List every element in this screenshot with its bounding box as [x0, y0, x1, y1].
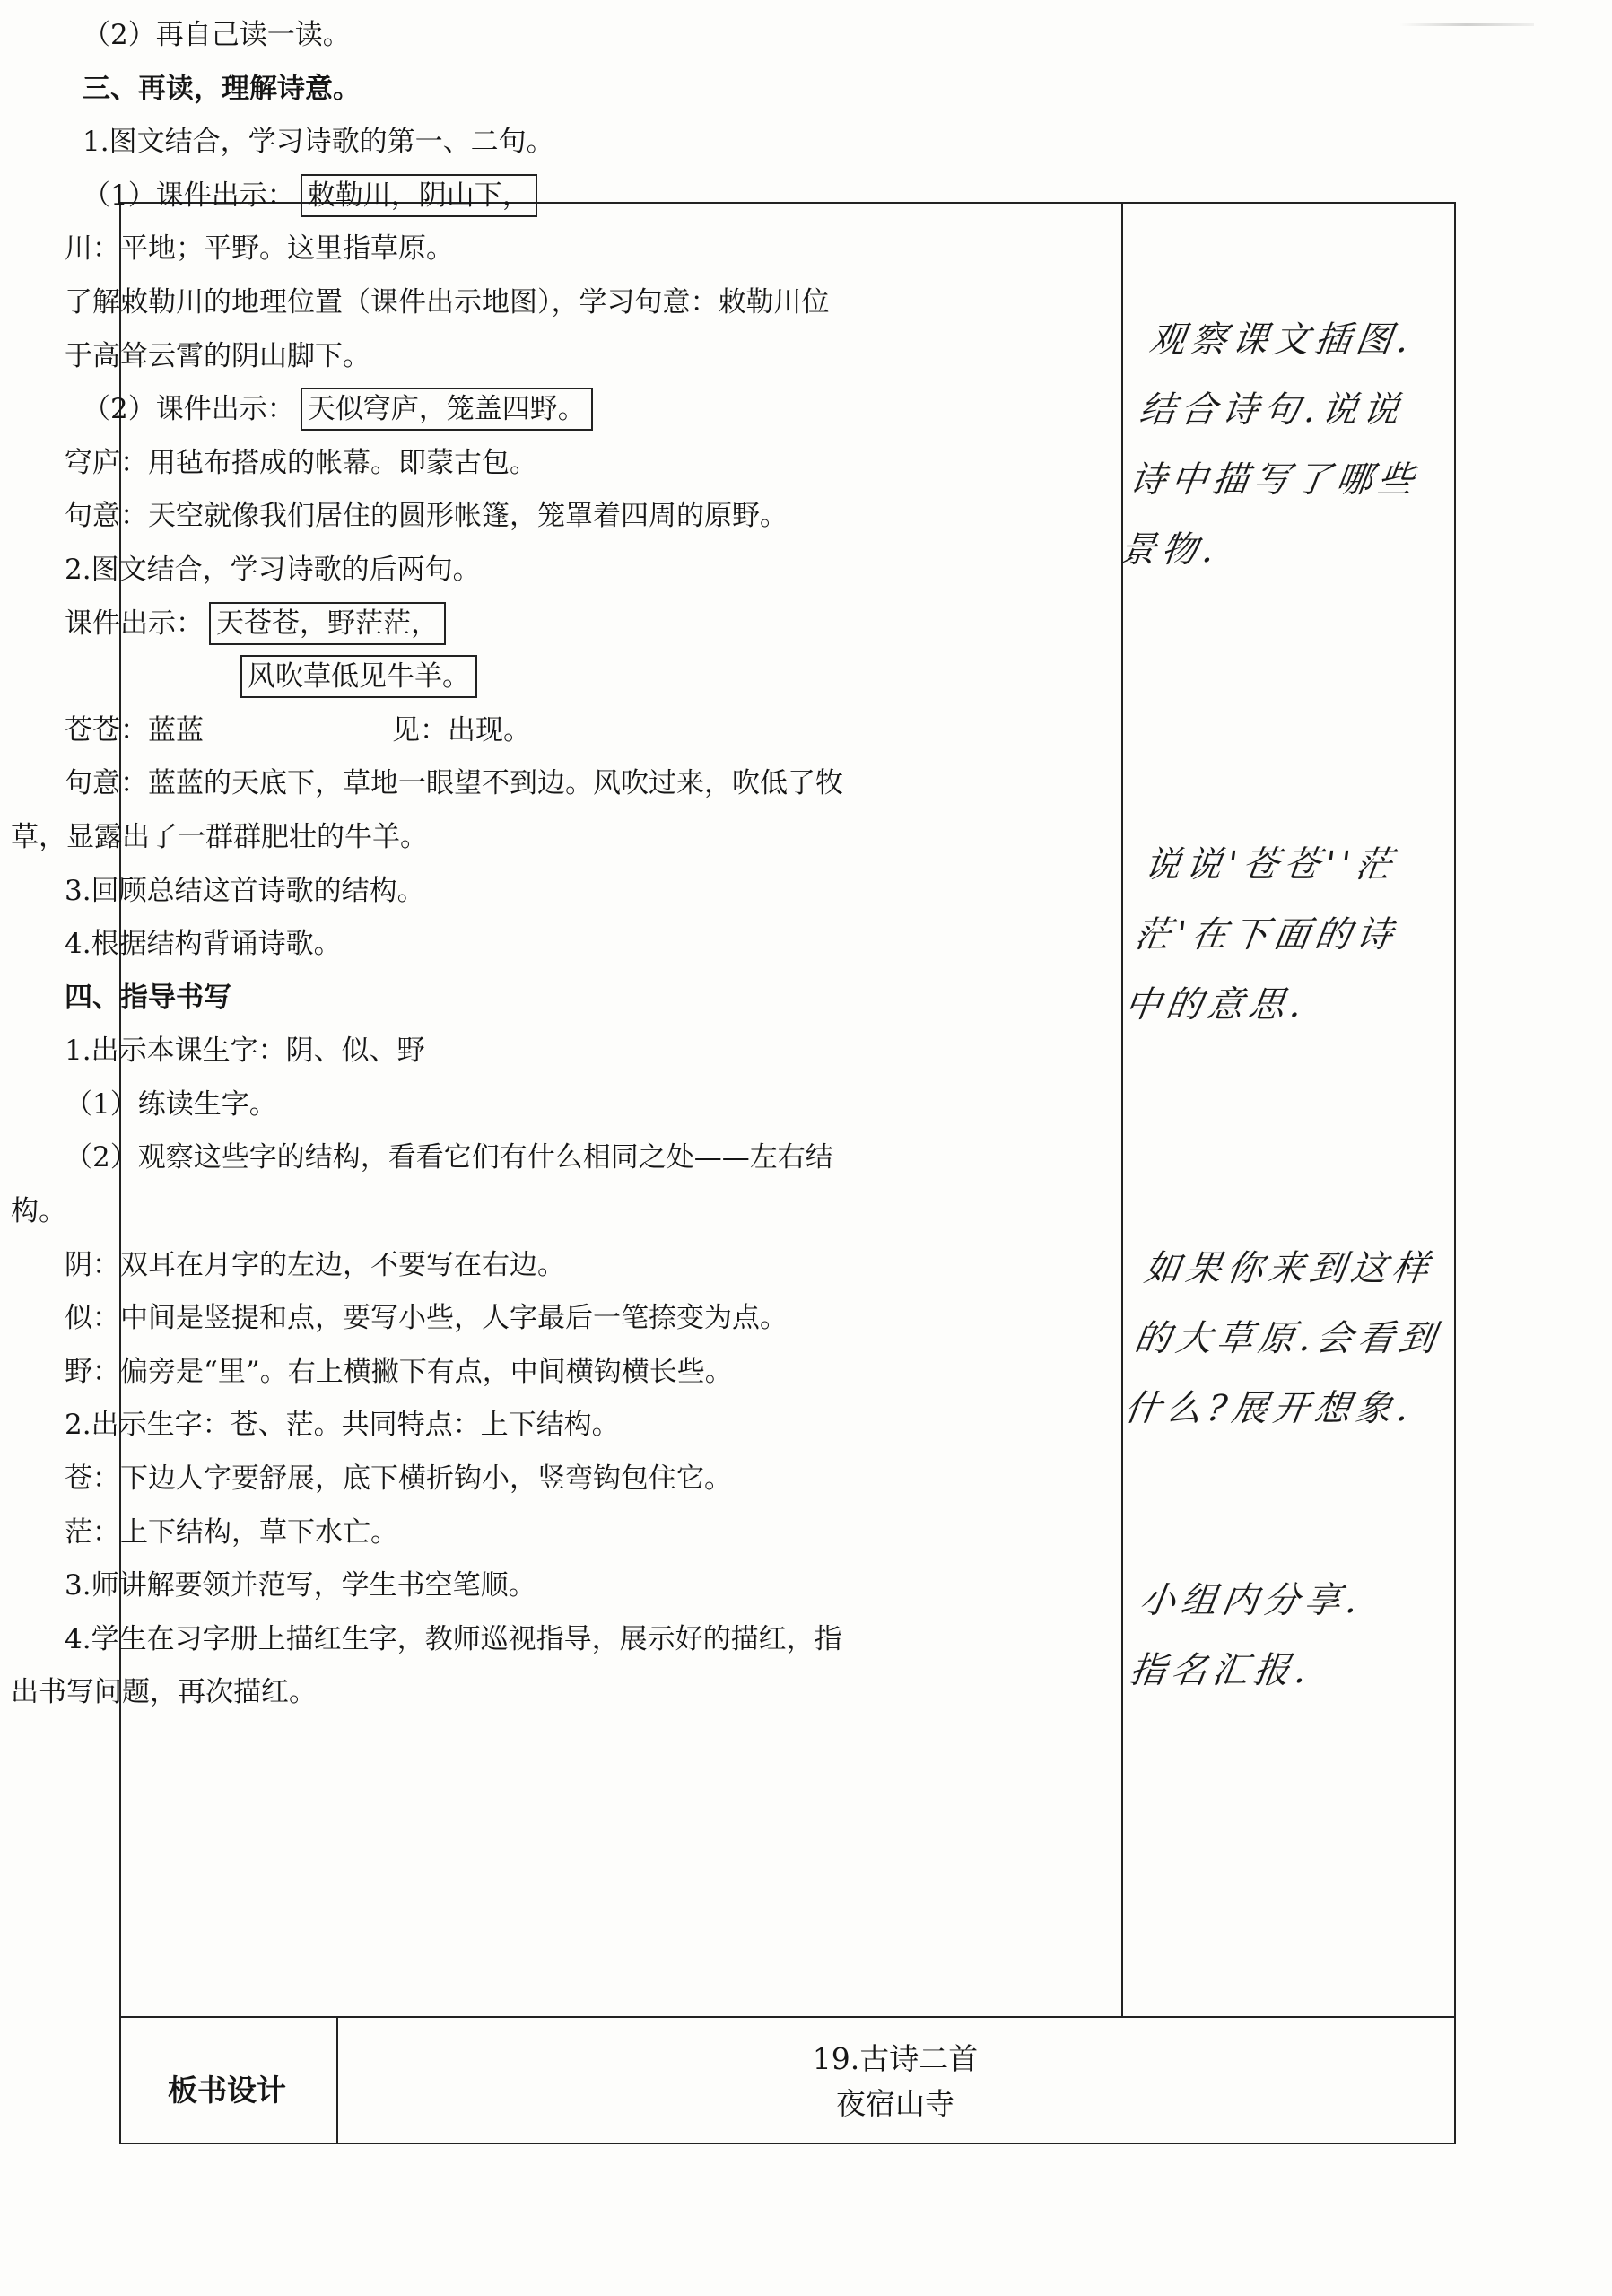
line-text: 川：平地；平野。这里指草原。 — [65, 232, 454, 266]
text-line — [11, 650, 989, 704]
text-line — [11, 437, 989, 491]
courseware-quote-box: 天似穹庐，笼盖四野。 — [301, 388, 593, 431]
text-line — [11, 1078, 989, 1132]
handwritten-note — [1115, 305, 1486, 585]
courseware-quote-box: 敕勒川，阴山下， — [301, 174, 537, 217]
text-line — [11, 1346, 989, 1400]
line-text: 句意：天空就像我们居住的圆形帐篷，笼罩着四周的原野。 — [65, 500, 788, 533]
line-text: 草，显露出了一群群肥壮的牛羊。 — [11, 820, 428, 853]
line-text: 构。 — [11, 1195, 66, 1228]
line-text: 3.师讲解要领并范写，学生书空笔顺。 — [65, 1569, 536, 1602]
handwritten-note-line: 如果你来到这样 — [1141, 1248, 1437, 1289]
line-text: 4.学生在习字册上描红生字，教师巡视指导，展示好的描红，指 — [65, 1622, 842, 1655]
board-line-title: 19.古诗二首 — [812, 2041, 979, 2076]
notes-column-divider — [1121, 204, 1123, 2016]
line-text: 苍：下边人字要舒展，底下横折钩小，竖弯钩包住它。 — [65, 1462, 732, 1496]
board-design-label: 板书设计 — [168, 2073, 286, 2108]
text-line — [11, 704, 989, 758]
section-heading — [11, 972, 989, 1026]
line-text: （2）再自己读一读。 — [83, 19, 351, 51]
text-line — [11, 383, 989, 437]
handwritten-note — [1125, 1566, 1477, 1706]
text-line — [11, 1613, 989, 1667]
text-line — [11, 1666, 989, 1720]
line-text: （2）观察这些字的结构，看看它们有什么相同之处——左右结 — [65, 1141, 833, 1174]
courseware-quote-box: 天苍苍，野茫茫， — [209, 602, 446, 645]
text-line — [11, 276, 989, 330]
handwritten-note — [1120, 830, 1482, 1040]
text-line — [11, 1185, 989, 1239]
text-line — [11, 1292, 989, 1346]
text-line — [11, 9, 989, 63]
line-text: （2）课件出示： — [83, 393, 295, 426]
teaching-process-text — [11, 9, 989, 1720]
line-text: 4.根据结构背诵诗歌。 — [65, 928, 342, 961]
text-line — [11, 811, 989, 865]
handwritten-note-line: 茫'在下面的诗 — [1131, 914, 1401, 956]
handwritten-note-line: 什么?展开想象. — [1121, 1388, 1417, 1429]
line-text: 野：偏旁是“里”。右上横撇下有点，中间横钩横长些。 — [65, 1355, 733, 1388]
line-text: （1）课件出示： — [83, 179, 295, 212]
text-line — [11, 1025, 989, 1078]
handwritten-note-line: 的大草原.会看到 — [1131, 1318, 1443, 1359]
text-line — [11, 490, 989, 544]
handwritten-note-line: 中的意思. — [1121, 984, 1310, 1026]
text-line — [11, 1559, 989, 1613]
line-text: 1.图文结合，学习诗歌的第一、二句。 — [83, 126, 554, 159]
line-text: 2.图文结合，学习诗歌的后两句。 — [65, 553, 481, 586]
text-line — [11, 1399, 989, 1453]
text-line — [11, 1506, 989, 1560]
text-line — [11, 330, 989, 384]
text-line — [11, 865, 989, 919]
line-text: 似：中间是竖提和点，要写小些，人字最后一笔捺变为点。 — [65, 1302, 788, 1335]
line-text: 于高耸云霄的阴山脚下。 — [65, 339, 370, 372]
handwritten-note-line: 指名汇报. — [1127, 1650, 1315, 1691]
text-line — [11, 116, 989, 170]
line-text: 穹庐：用毡布搭成的帐幕。即蒙古包。 — [65, 446, 537, 479]
scan-artifact — [1399, 23, 1534, 26]
handwritten-note-line: 小组内分享. — [1137, 1580, 1366, 1621]
handwritten-note-line: 观察课文插图. — [1146, 319, 1417, 361]
text-line — [11, 1131, 989, 1185]
line-text-extra: 见：出现。 — [392, 713, 531, 746]
handwritten-note-line: 诗中描写了哪些 — [1127, 459, 1422, 501]
handwritten-note — [1120, 1234, 1482, 1444]
handwritten-note-line: 景物. — [1117, 529, 1223, 571]
handwritten-note-line: 说说'苍苍''茫 — [1141, 844, 1400, 886]
line-text: 苍苍：蓝蓝 — [65, 713, 204, 746]
text-line — [11, 1453, 989, 1506]
handwritten-note-line: 结合诗句.说说 — [1137, 389, 1407, 431]
text-line — [11, 757, 989, 811]
courseware-quote-box: 风吹草低见牛羊。 — [240, 655, 477, 698]
text-line — [11, 544, 989, 598]
line-text: 2.出示生字：苍、茫。共同特点：上下结构。 — [65, 1409, 620, 1442]
section-heading — [11, 63, 989, 117]
text-line — [11, 170, 989, 223]
board-design-content — [335, 2037, 1456, 2126]
line-text: 1.出示本课生字：阴、似、野 — [65, 1035, 425, 1068]
line-text: 出书写问题，再次描红。 — [11, 1676, 317, 1709]
line-text: 了解敕勒川的地理位置（课件出示地图），学习句意：敕勒川位 — [65, 285, 830, 319]
board-line-poem: 夜宿山寺 — [836, 2086, 954, 2121]
text-line — [11, 223, 989, 276]
line-text: 四、指导书写 — [65, 981, 231, 1014]
text-line — [11, 918, 989, 972]
line-text: 阴：双耳在月字的左边，不要写在右边。 — [65, 1248, 565, 1281]
line-text: 课件出示： — [65, 607, 204, 640]
line-text: 茫：上下结构，草下水亡。 — [65, 1515, 398, 1549]
line-text: 3.回顾总结这首诗歌的结构。 — [65, 874, 425, 907]
line-text: 三、再读，理解诗意。 — [83, 72, 361, 105]
text-line — [11, 1239, 989, 1293]
line-text: 句意：蓝蓝的天底下，草地一眼望不到边。风吹过来，吹低了牧 — [65, 767, 843, 800]
text-line — [11, 598, 989, 651]
line-text: （1）练读生字。 — [65, 1087, 277, 1121]
